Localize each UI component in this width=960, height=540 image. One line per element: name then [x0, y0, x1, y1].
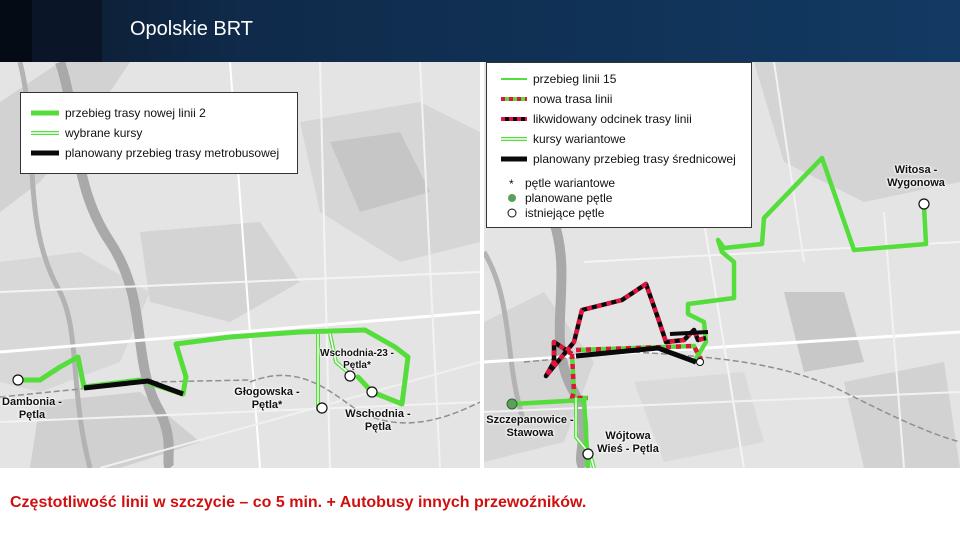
place-line: Pętla [364, 421, 392, 433]
legend-label: planowany przebieg trasy średnicowej [533, 152, 736, 166]
legend-label: planowany przebieg trasy metrobusowej [65, 146, 280, 160]
header-accent [0, 0, 32, 62]
asterisk-icon [507, 178, 519, 188]
place-line: Pętla* [251, 399, 283, 411]
legend-item-variant-loops [507, 175, 615, 191]
legend-label: pętle wariantowe [525, 176, 616, 190]
legend-label: kursy wariantowe [533, 132, 626, 146]
legend-item-existing-loops [507, 205, 604, 221]
legend-item-selected-courses [31, 125, 142, 141]
legend-item-line-15 [501, 71, 616, 87]
place-label-wschodnia [338, 408, 418, 434]
place-line: Pętla* [343, 360, 371, 371]
header-accent-2 [32, 0, 102, 62]
slide-title: Opolskie BRT [130, 18, 254, 40]
white-dot-icon [507, 208, 519, 218]
legend-item-diametral [501, 151, 736, 167]
green-solid-line-icon [31, 109, 59, 117]
green-dot-icon [507, 193, 519, 203]
black-solid-line-icon [31, 149, 59, 157]
legend-label: likwidowany odcinek trasy linii [533, 112, 692, 126]
green-thin-line-icon [501, 75, 527, 83]
legend-item-new-line-2 [31, 105, 206, 121]
place-line: Wygonowa [887, 177, 945, 189]
black-red-dashed-line-icon [501, 115, 527, 123]
place-line: Pętla [18, 409, 46, 421]
place-line: Wójtowa [605, 430, 651, 442]
legend-item-removed-segment [501, 111, 692, 127]
black-solid-line-icon [501, 155, 527, 163]
place-line: Stawowa [506, 427, 554, 439]
place-line: Wschodnia-23 - [320, 348, 394, 359]
right-map-legend [486, 62, 752, 228]
place-line: Wieś - Pętla [597, 443, 659, 455]
legend-label: nowa trasa linii [533, 92, 613, 106]
place-label-wschodnia-23 [314, 348, 400, 372]
legend-item-variant-courses [501, 131, 626, 147]
green-outline-line-icon [31, 129, 59, 137]
legend-label: planowane pętle [525, 191, 613, 205]
right-map [484, 62, 960, 468]
place-label-glogowska [232, 386, 302, 412]
legend-item-new-route [501, 91, 612, 107]
place-line: Wschodnia - [345, 408, 411, 420]
left-map-legend [20, 92, 298, 174]
place-line: Witosa - [894, 164, 938, 176]
place-label-wojtowa-wies [590, 430, 666, 456]
frequency-note: Częstotliwość linii w szczycie – co 5 min. + Autobusy innych przewoźników. [10, 494, 587, 511]
place-label-dambonia [2, 396, 62, 422]
place-line: Dambonia - [2, 396, 62, 408]
left-map [0, 62, 480, 468]
place-line: Głogowska - [234, 386, 300, 398]
place-label-szczepanowice [484, 414, 576, 440]
legend-label: przebieg trasy nowej linii 2 [65, 106, 206, 120]
place-label-witosa [878, 164, 954, 190]
green-red-dashed-line-icon [501, 95, 527, 103]
legend-label: przebieg linii 15 [533, 72, 617, 86]
place-line: Szczepanowice - [486, 414, 574, 426]
green-outline-line-icon [501, 135, 527, 143]
legend-label: istniejące pętle [525, 206, 605, 220]
legend-item-metrobus [31, 145, 279, 161]
slide-header [0, 0, 960, 62]
legend-item-planned-loops [507, 190, 612, 206]
svg-text:*: * [509, 178, 514, 188]
legend-label: wybrane kursy [65, 126, 143, 140]
